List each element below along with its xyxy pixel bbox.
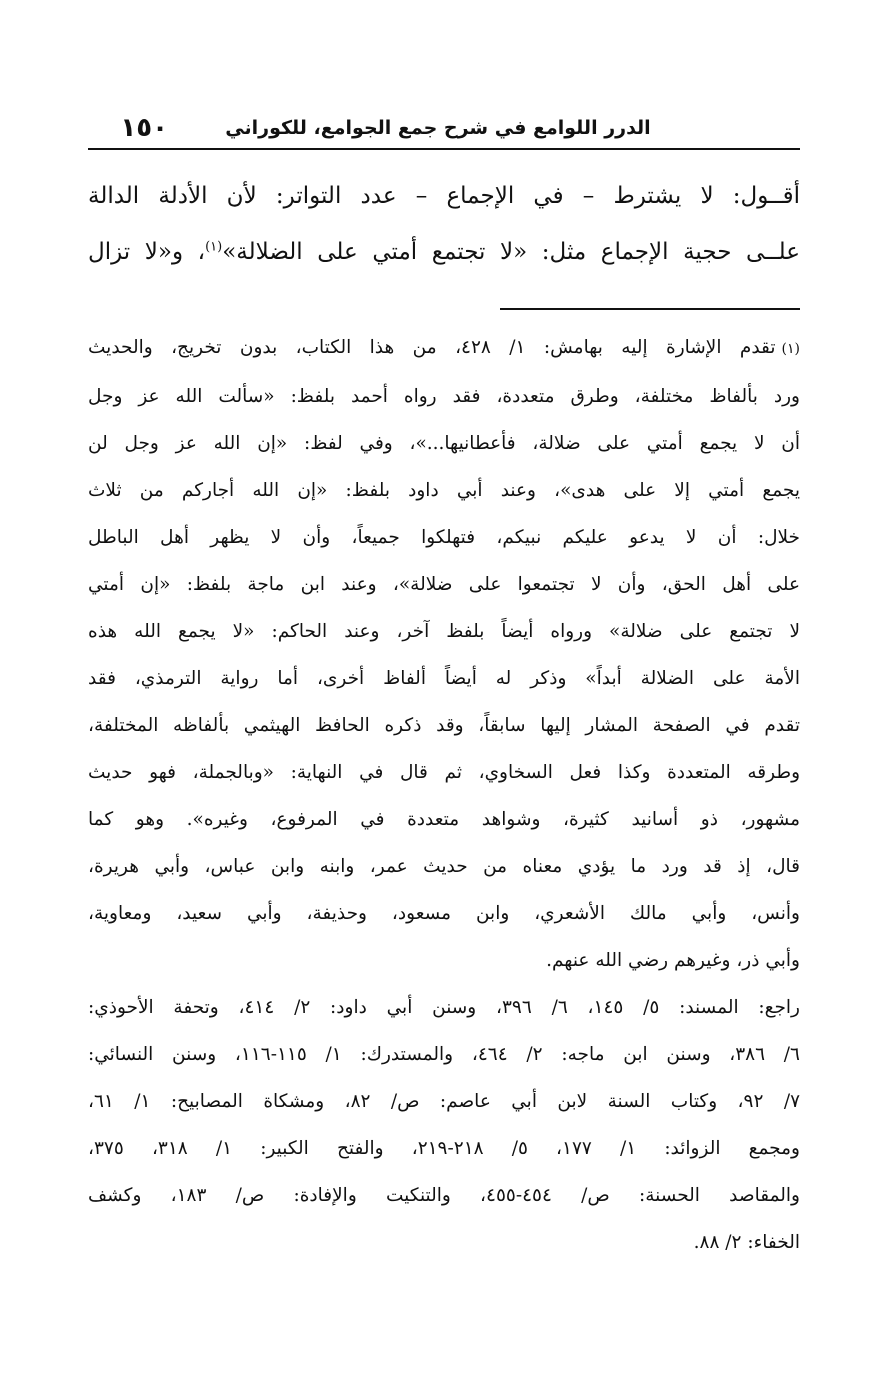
footnote-1-line-12: قال، إذ قد ورد ما يؤدي معناه من حديث عمر، وابنه وابن عباس، وأبي هريرة، [88, 856, 800, 877]
references-line-1: راجع: المسند: ٥/ ١٤٥، ٦/ ٣٩٦، وسنن أبي داود: ٢/ ٤١٤، وتحفة الأحوذي: [88, 997, 800, 1018]
footnote-reference-mark: (١) [205, 239, 223, 255]
references-line-5: والمقاصد الحسنة: ص/ ٤٥٤-٤٥٥، والتنكيت والإفادة: ص/ ١٨٣، وكشف [88, 1185, 800, 1206]
footnote-1-line-9: تقدم في الصفحة المشار إليها سابقاً، وقد ذكره الحافظ الهيثمي بألفاظه المختلفة، [88, 715, 800, 736]
footnotes [88, 324, 800, 1266]
footnote-1-line-1-text: تقدم الإشارة إليه بهامش: ١/ ٤٢٨، من هذا الكتاب، بدون تخريج، والحديث [88, 337, 776, 358]
footnote-1-line-13: وأنس، وأبي مالك الأشعري، وابن مسعود، وحذيفة، وأبي سعيد، ومعاوية، [88, 903, 800, 924]
references [88, 984, 800, 1266]
footnote-1 [88, 324, 800, 984]
main-text [88, 168, 800, 280]
footnote-1-line-2: ورد بألفاظ مختلفة، وطرق متعددة، فقد رواه أحمد بلفظ: «سألت الله عز وجل [88, 386, 800, 407]
book-page [88, 100, 800, 1300]
footnote-1-line-6: على أهل الحق، وأن لا تجتمعوا على ضلالة»، وعند ابن ماجة بلفظ: «إن أمتي [88, 574, 800, 595]
footnote-1-line-4: يجمع أمتي إلا على هدى»، وعند أبي داود بلفظ: «إن الله أجاركم من ثلاث [88, 480, 800, 501]
footnote-1-line-3: أن لا يجمع أمتي على ضلالة، فأعطانيها...»، وفي لفظ: «إن الله عز وجل لن [88, 433, 800, 454]
footnote-1-line-8: الأمة على الضلالة أبداً» وذكر له أيضاً ألفاظ أخرى، أما رواية الترمذي، فقد [88, 668, 800, 689]
references-line-4: ومجمع الزوائد: ١/ ١٧٧، ٥/ ٢١٨-٢١٩، والفتح الكبير: ١/ ٣١٨، ٣٧٥، [88, 1138, 800, 1159]
page-number: ١٥٠ [120, 113, 168, 143]
references-line-6: الخفاء: ٢/ ٨٨. [693, 1232, 800, 1253]
footnote-1-line-5: خلال: أن لا يدعو عليكم نبيكم، فتهلكوا جميعاً، وأن لا يظهر أهل الباطل [88, 527, 800, 548]
footnote-1-line-11: مشهور، ذو أسانيد كثيرة، وشواهد متعددة في المرفوع، وغيره». وهو كما [88, 809, 800, 830]
page-header [88, 100, 800, 150]
footnote-1-line-1 [88, 324, 800, 373]
main-text-line-1: أقــول: لا يشترط – في الإجماع – عدد التواتر: لأن الأدلة الدالة [88, 183, 800, 209]
running-title: الدرر اللوامع في شرح جمع الجوامع، للكوراني [225, 117, 651, 139]
footnote-1-marker: (١) [781, 341, 801, 357]
footnote-1-line-7: لا تجتمع على ضلالة» ورواه أيضاً بلفظ آخر، وعند الحاكم: «لا يجمع الله هذه [88, 621, 800, 642]
references-line-2: ٦/ ٣٨٦، وسنن ابن ماجه: ٢/ ٤٦٤، والمستدرك: ١/ ١١٥-١١٦، وسنن النسائي: [88, 1044, 800, 1065]
main-text-line-2 [88, 224, 800, 280]
main-text-line-2-part-a: علــى حجية الإجماع مثل: «لا تجتمع أمتي على الضلالة» [222, 239, 800, 265]
references-line-3: ٧/ ٩٢، وكتاب السنة لابن أبي عاصم: ص/ ٨٢، ومشكاة المصابيح: ١/ ٦١، [88, 1091, 800, 1112]
footnote-separator [500, 308, 800, 310]
footnote-1-line-14: وأبي ذر، وغيرهم رضي الله عنهم. [546, 950, 800, 971]
footnote-1-line-10: وطرقه المتعددة وكذا فعل السخاوي، ثم قال في النهاية: «وبالجملة، فهو حديث [88, 762, 800, 783]
main-text-line-2-part-b: ، و«لا تزال [88, 239, 206, 265]
